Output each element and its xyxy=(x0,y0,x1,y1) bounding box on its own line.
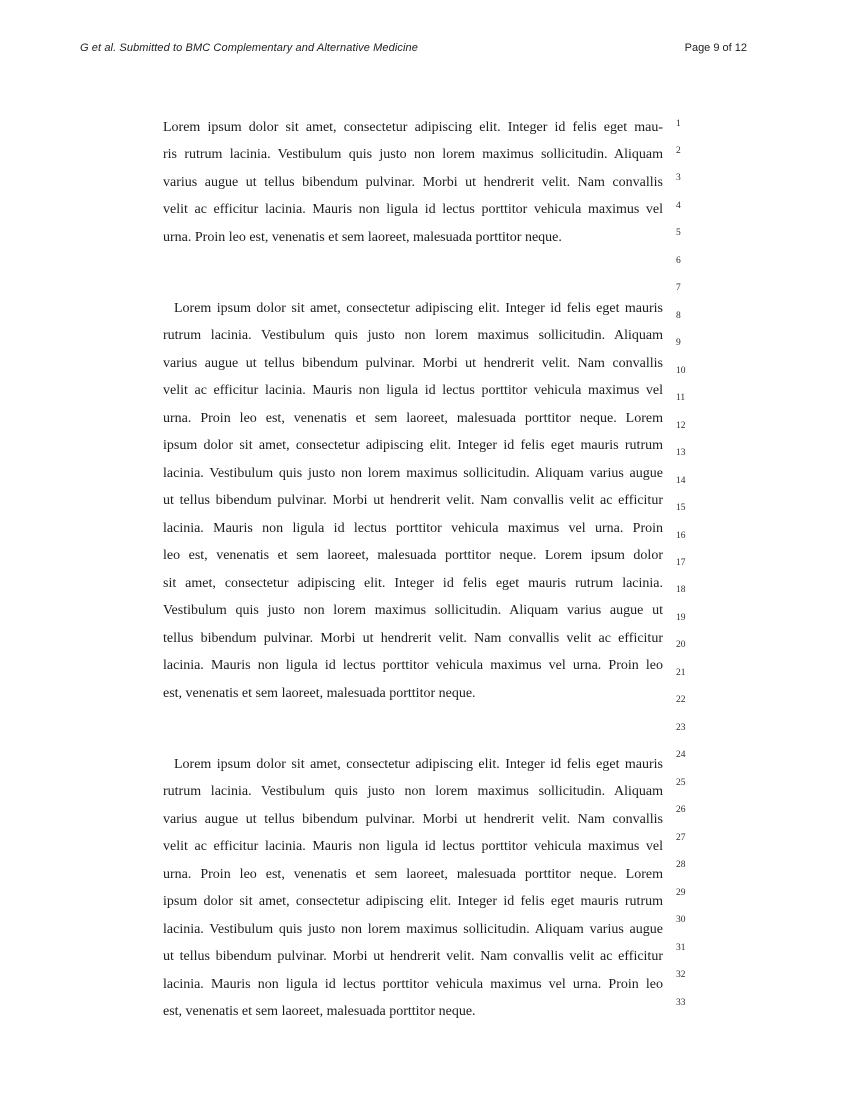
text-line: ipsum dolor sit amet, consectetur adipiscing elit. Integer id felis eget mauris rutrum xyxy=(163,894,663,910)
line-number: 28 xyxy=(676,860,686,871)
text-line: est, venenatis et sem laoreet, malesuada porttitor neque. xyxy=(163,1004,476,1020)
line-number: 33 xyxy=(676,997,686,1008)
text-line: ipsum dolor sit amet, consectetur adipiscing elit. Integer id felis eget mauris rutrum xyxy=(163,438,663,454)
paragraph-1 xyxy=(163,114,663,251)
text-line: rutrum lacinia. Vestibulum quis justo non lorem maximus sollicitudin. Aliquam xyxy=(163,784,663,800)
text-line: lacinia. Vestibulum quis justo non lorem maximus sollicitudin. Aliquam varius augue xyxy=(163,921,663,937)
text-line: urna. Proin leo est, venenatis et sem laoreet, malesuada porttitor neque. Lorem xyxy=(163,866,663,882)
line-number: 12 xyxy=(676,420,686,431)
line-number: 18 xyxy=(676,585,686,596)
line-number: 5 xyxy=(676,228,681,239)
line-number: 6 xyxy=(676,255,681,266)
line-number: 9 xyxy=(676,338,681,349)
text-line: velit ac efficitur lacinia. Mauris non ligula id lectus porttitor vehicula maximus vel xyxy=(163,202,663,218)
line-number: 19 xyxy=(676,612,686,623)
text-line: est, venenatis et sem laoreet, malesuada porttitor neque. xyxy=(163,685,476,701)
text-line: lacinia. Mauris non ligula id lectus porttitor vehicula maximus vel urna. Proin leo xyxy=(163,658,663,674)
line-number: 10 xyxy=(676,365,686,376)
line-number: 11 xyxy=(676,393,686,404)
line-number: 1 xyxy=(676,118,681,129)
line-number: 27 xyxy=(676,832,686,843)
line-number: 25 xyxy=(676,777,686,788)
text-line: Lorem ipsum dolor sit amet, consectetur adipiscing elit. Integer id felis eget mauris xyxy=(174,757,663,772)
line-number: 29 xyxy=(676,887,686,898)
text-line: lacinia. Mauris non ligula id lectus porttitor vehicula maximus vel urna. Proin xyxy=(163,520,663,536)
text-line: varius augue ut tellus bibendum pulvinar. Morbi ut hendrerit velit. Nam convallis xyxy=(163,355,663,371)
text-line: varius augue ut tellus bibendum pulvinar. Morbi ut hendrerit velit. Nam convallis xyxy=(163,174,663,190)
text-line: Lorem ipsum dolor sit amet, consectetur adipiscing elit. Integer id felis eget mau- xyxy=(163,120,663,135)
text-line: ut tellus bibendum pulvinar. Morbi ut hendrerit velit. Nam convallis velit ac efficitur xyxy=(163,949,663,965)
text-line: Vestibulum quis justo non lorem maximus sollicitudin. Aliquam varius augue ut xyxy=(163,603,663,619)
line-number: 16 xyxy=(676,530,686,541)
paragraph-3 xyxy=(163,751,663,1026)
text-line: lacinia. Mauris non ligula id lectus porttitor vehicula maximus vel urna. Proin leo xyxy=(163,976,663,992)
line-number: 30 xyxy=(676,915,686,926)
text-line: leo est, venenatis et sem laoreet, malesuada porttitor neque. Lorem ipsum dolor xyxy=(163,548,663,564)
text-line: varius augue ut tellus bibendum pulvinar. Morbi ut hendrerit velit. Nam convallis xyxy=(163,811,663,827)
text-line: velit ac efficitur lacinia. Mauris non ligula id lectus porttitor vehicula maximus vel xyxy=(163,839,663,855)
line-number: 2 xyxy=(676,145,681,156)
line-number: 17 xyxy=(676,558,686,569)
text-line: velit ac efficitur lacinia. Mauris non ligula id lectus porttitor vehicula maximus vel xyxy=(163,383,663,399)
text-line: ris rutrum lacinia. Vestibulum quis justo non lorem maximus sollicitudin. Aliquam xyxy=(163,147,663,163)
text-line: tellus bibendum pulvinar. Morbi ut hendrerit velit. Nam convallis velit ac efficitur xyxy=(163,630,663,646)
paragraph-2 xyxy=(163,295,663,707)
page-number-indicator: Page 9 of 12 xyxy=(684,42,747,54)
line-number: 15 xyxy=(676,503,686,514)
line-number: 4 xyxy=(676,200,681,211)
line-number: 8 xyxy=(676,310,681,321)
line-number: 23 xyxy=(676,722,686,733)
text-line: urna. Proin leo est, venenatis et sem laoreet, malesuada porttitor neque. xyxy=(163,229,562,245)
line-number: 13 xyxy=(676,448,686,459)
text-line: urna. Proin leo est, venenatis et sem laoreet, malesuada porttitor neque. Lorem xyxy=(163,410,663,426)
text-line: sit amet, consectetur adipiscing elit. Integer id felis eget mauris rutrum lacinia. xyxy=(163,575,663,591)
line-number: 14 xyxy=(676,475,686,486)
line-number: 3 xyxy=(676,173,681,184)
line-number: 24 xyxy=(676,750,686,761)
line-number: 20 xyxy=(676,640,686,651)
line-number: 22 xyxy=(676,695,686,706)
text-line: Lorem ipsum dolor sit amet, consectetur adipiscing elit. Integer id felis eget mauris xyxy=(174,301,663,316)
text-line: lacinia. Vestibulum quis justo non lorem maximus sollicitudin. Aliquam varius augue xyxy=(163,465,663,481)
line-number: 21 xyxy=(676,667,686,678)
text-line: rutrum lacinia. Vestibulum quis justo non lorem maximus sollicitudin. Aliquam xyxy=(163,328,663,344)
line-number: 32 xyxy=(676,970,686,981)
line-number: 7 xyxy=(676,283,681,294)
line-number: 26 xyxy=(676,805,686,816)
running-header-title: G et al. Submitted to BMC Complementary and Alternative Medicine xyxy=(80,42,418,54)
line-number: 31 xyxy=(676,942,686,953)
text-line: ut tellus bibendum pulvinar. Morbi ut hendrerit velit. Nam convallis velit ac efficitur xyxy=(163,493,663,509)
